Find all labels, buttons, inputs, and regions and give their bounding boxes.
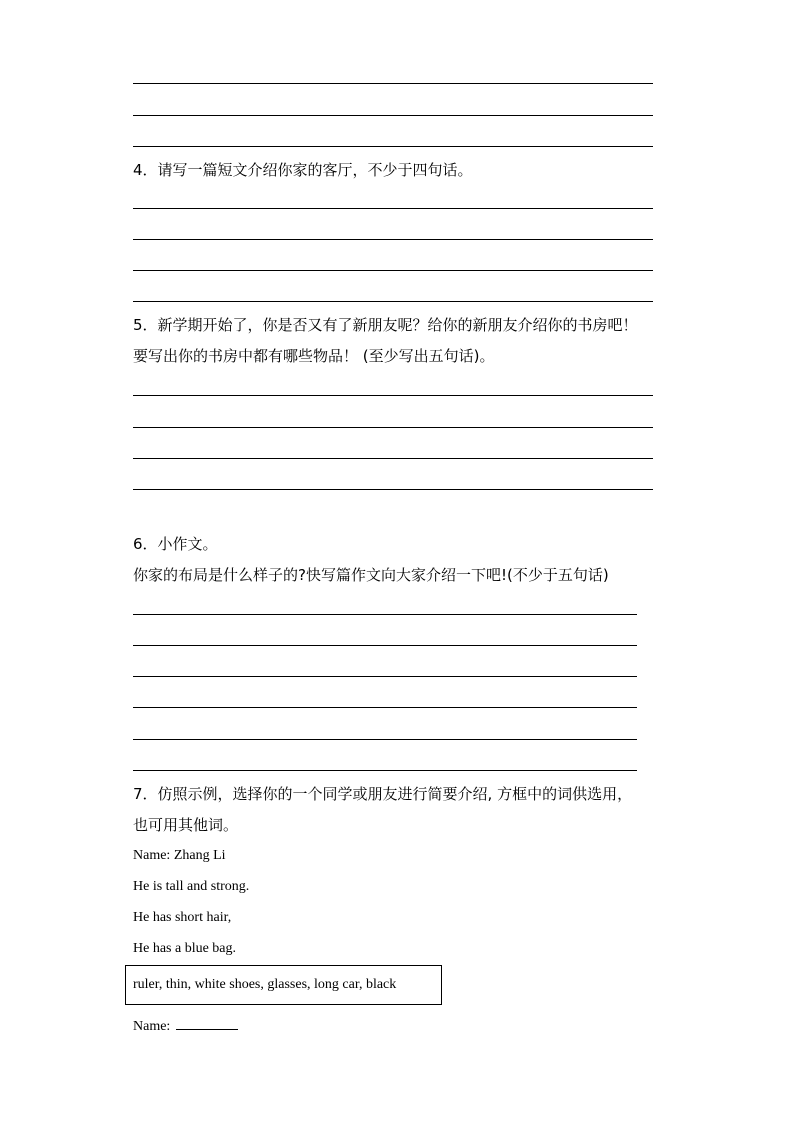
answer-line — [133, 83, 653, 84]
question-6-prompt-line2: 你家的布局是什么样子的?快写篇作文向大家介绍一下吧!(不少于五句话) — [133, 566, 609, 584]
answer-line — [133, 489, 653, 490]
example-line: He has a blue bag. — [133, 941, 237, 956]
answer-line — [133, 614, 637, 615]
question-4-prompt: 4．请写一篇短文介绍你家的客厅，不少于四句话。 — [133, 161, 473, 179]
answer-line — [133, 458, 653, 459]
name-blank[interactable] — [176, 1015, 238, 1030]
answer-line — [133, 115, 653, 116]
question-7-prompt-line2: 也可用其他词。 — [133, 816, 239, 834]
answer-line — [133, 676, 637, 677]
answer-line — [133, 427, 653, 428]
answer-line — [133, 146, 653, 147]
question-7-prompt-line1: 7．仿照示例，选择你的一个同学或朋友进行简要介绍, 方框中的词供选用， — [133, 785, 633, 803]
answer-line — [133, 395, 653, 396]
answer-line — [133, 707, 637, 708]
example-line: He is tall and strong. — [133, 879, 250, 894]
answer-line — [133, 301, 653, 302]
name-answer-row — [133, 1015, 238, 1036]
answer-line — [133, 208, 653, 209]
example-line: Name: Zhang Li — [133, 848, 226, 863]
word-bank-box — [125, 965, 442, 1005]
question-6-prompt-line1: 6．小作文。 — [133, 535, 218, 553]
name-label: Name: — [133, 1019, 171, 1034]
answer-line — [133, 770, 637, 771]
answer-line — [133, 645, 637, 646]
question-5-prompt-line1: 5．新学期开始了，你是否又有了新朋友呢？给你的新朋友介绍你的书房吧！ — [133, 316, 638, 334]
answer-line — [133, 270, 653, 271]
question-5-prompt-line2: 要写出你的书房中都有哪些物品！ (至少写出五句话)。 — [133, 347, 495, 365]
answer-line — [133, 739, 637, 740]
example-line: He has short hair, — [133, 910, 232, 925]
answer-line — [133, 239, 653, 240]
word-bank-text: ruler, thin, white shoes, glasses, long car, black — [133, 977, 397, 992]
